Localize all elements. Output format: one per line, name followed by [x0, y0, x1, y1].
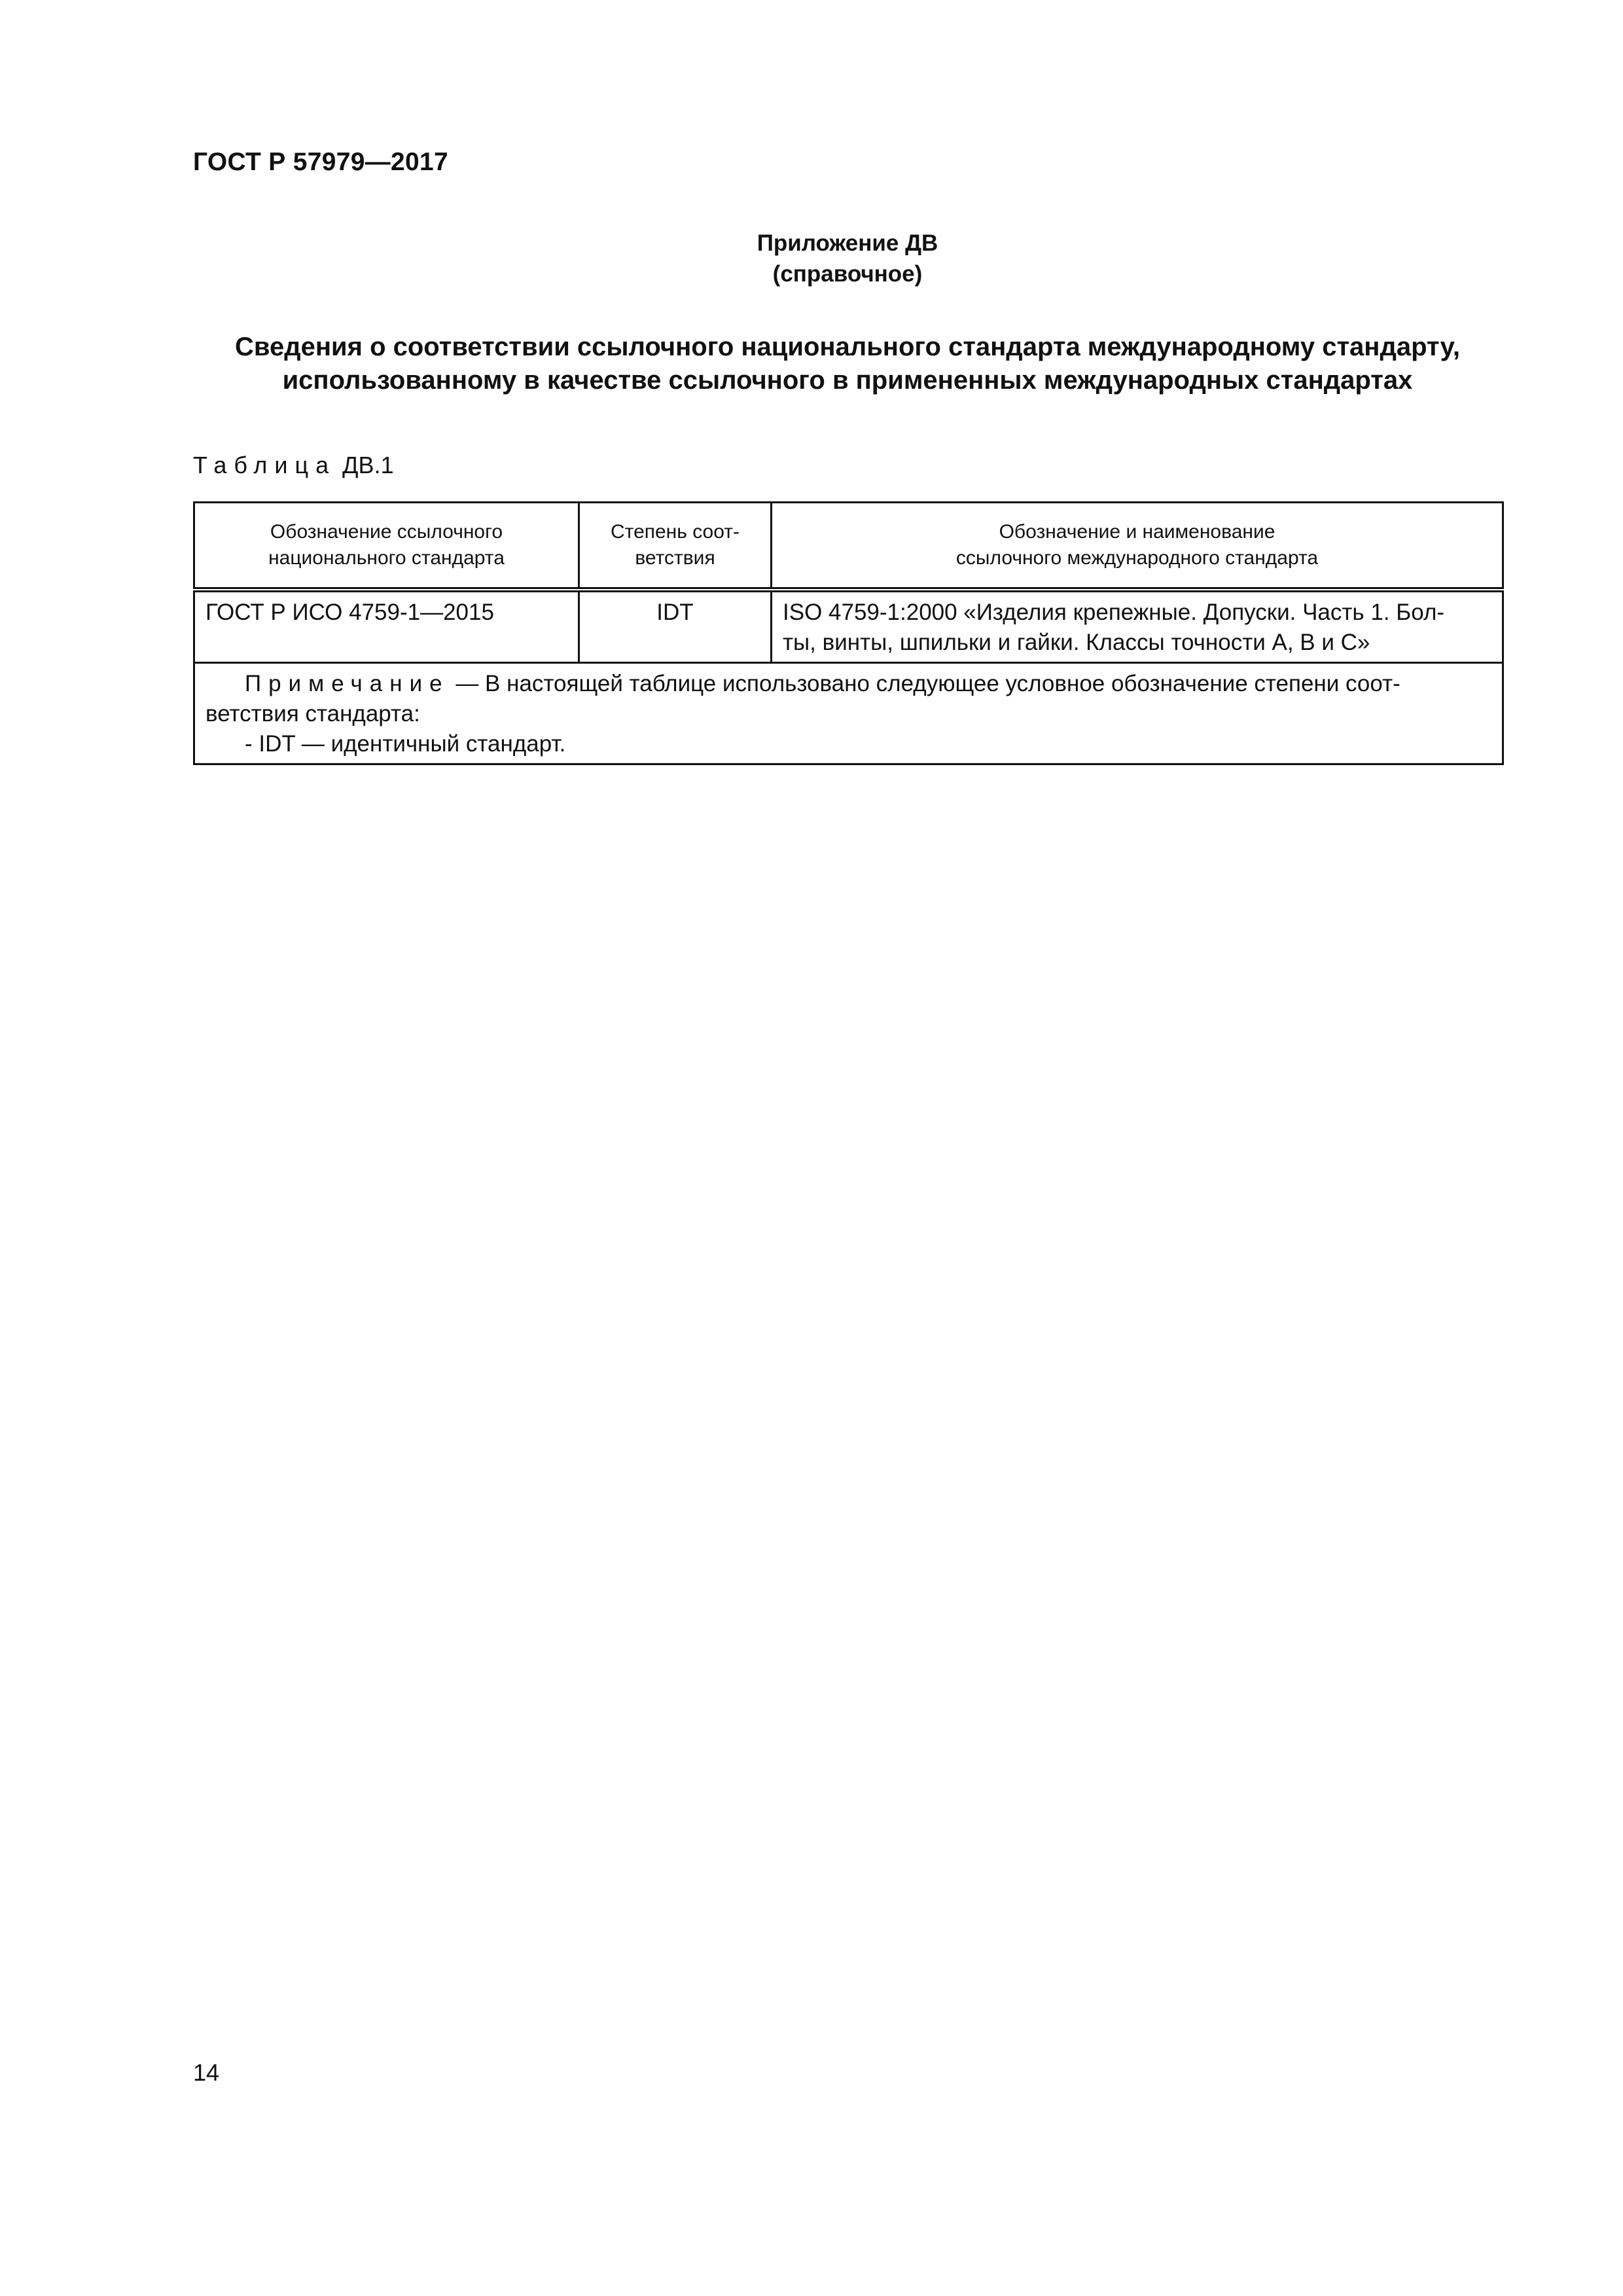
note-text: — В настоящей таблице использовано следующее условное обозначение степени соот-ветствия стандарта: [205, 671, 1400, 726]
cell-international-standard [772, 590, 1503, 663]
header-national-standard [194, 503, 579, 590]
header-national-line-1: Обозначение ссылочного [270, 521, 503, 543]
section-title-line-1: Сведения о соответствии ссылочного национального стандарта международному стандарту, [235, 332, 1460, 361]
table-note-row [194, 663, 1503, 764]
table-row [194, 590, 1503, 663]
section-title [193, 331, 1502, 397]
section-title-line-2: использованному в качестве ссылочного в примененных международных стандартах [282, 366, 1413, 395]
header-degree-line-2: ветствия [635, 547, 715, 569]
table-header-row [194, 503, 1503, 590]
cell-degree: IDT [579, 590, 772, 663]
page-number: 14 [193, 2059, 220, 2086]
header-degree [579, 503, 772, 590]
appendix-heading [0, 228, 1623, 289]
correspondence-table [193, 501, 1504, 765]
note-item: - IDT — идентичный стандарт. [245, 731, 566, 757]
table-note [194, 663, 1503, 764]
header-international-line-2: ссылочного международного стандарта [955, 547, 1319, 569]
table-caption [193, 452, 394, 479]
appendix-kind: (справочное) [772, 261, 923, 287]
cell-national-standard: ГОСТ Р ИСО 4759-1—2015 [194, 590, 579, 663]
table-caption-word: Таблица [193, 452, 336, 478]
document-code: ГОСТ Р 57979—2017 [193, 148, 448, 176]
cell-international-line-1: ISO 4759-1:2000 «Изделия крепежные. Допуски. Часть 1. Бол- [783, 600, 1445, 625]
header-national-line-2: национального стандарта [268, 547, 505, 569]
header-international-standard [772, 503, 1503, 590]
table-caption-number: ДВ.1 [342, 452, 394, 478]
appendix-title: Приложение ДВ [757, 230, 938, 256]
header-degree-line-1: Степень соот- [611, 521, 740, 543]
cell-international-line-2: ты, винты, шпильки и гайки. Классы точности А, В и С» [783, 630, 1370, 655]
note-label: Примечание [245, 671, 450, 696]
header-international-line-1: Обозначение и наименование [999, 521, 1275, 543]
